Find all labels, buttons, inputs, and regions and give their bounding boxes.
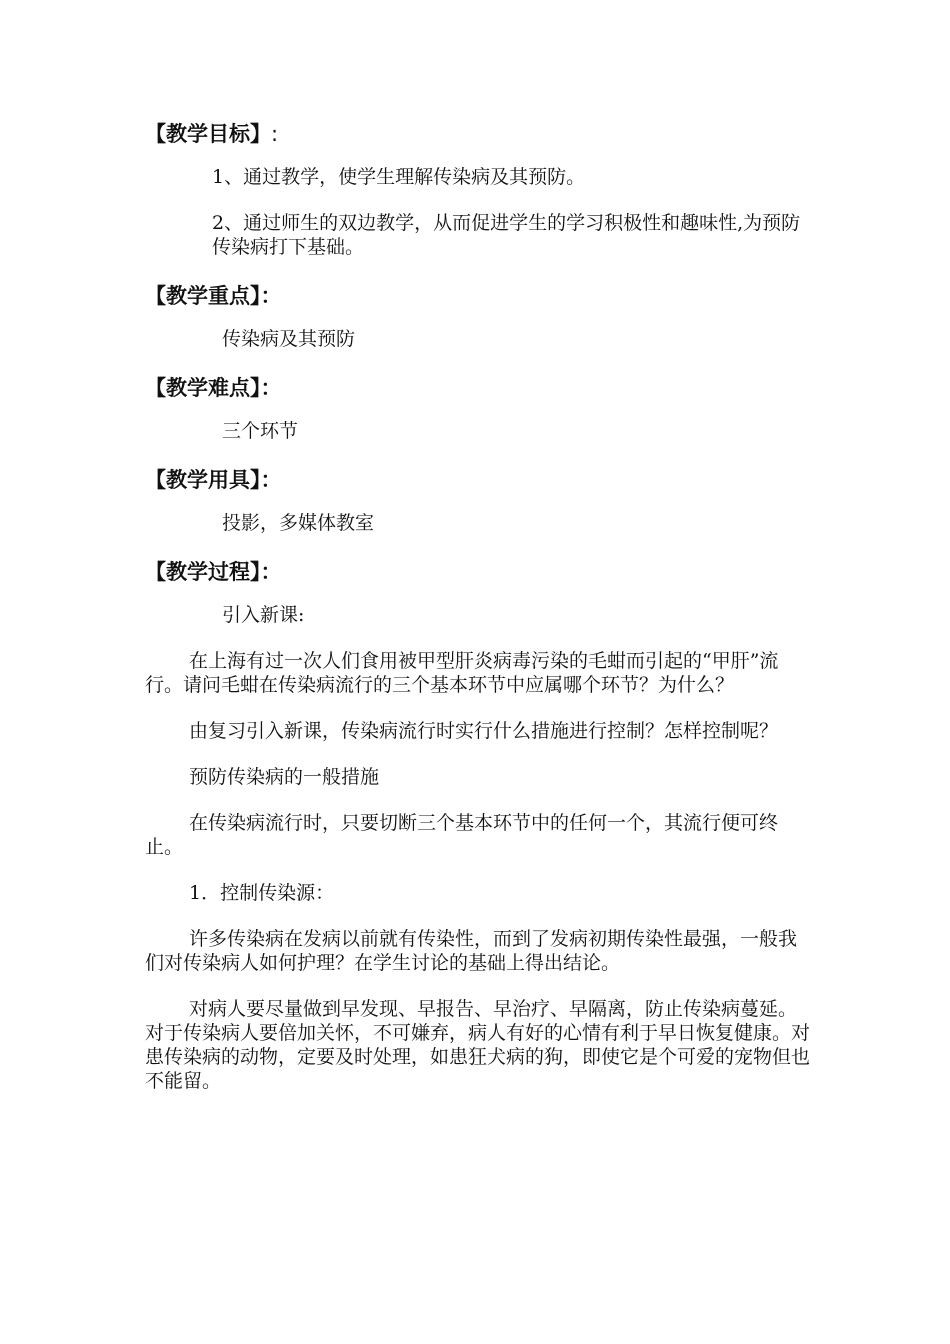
tools-text: 投影，多媒体教室 bbox=[222, 512, 375, 534]
difficulty-text: 三个环节 bbox=[222, 420, 299, 442]
process-paragraph-7: 对病人要尽量做到早发现、早报告、早治疗、早隔离，防止传染病蔓延。对于传染病人要倍加关怀，不可嫌弃，病人有好的心情有利于早日恢复健康。对患传染病的动物，定要及时处理，如患狂犬病的狗，即使它是个可爱的宠物但也不能留。 bbox=[145, 998, 811, 1092]
section-heading-goal bbox=[145, 119, 810, 149]
process-paragraph-5: 1．控制传染源： bbox=[189, 882, 335, 904]
heading-difficulty-title: 【教学难点】 bbox=[145, 376, 261, 400]
goal-item-1: 1、通过教学，使学生理解传染病及其预防。 bbox=[212, 166, 586, 188]
section-heading-difficulty bbox=[145, 373, 810, 403]
process-intro: 引入新课: bbox=[222, 604, 305, 626]
heading-key-colon: ： bbox=[260, 284, 282, 308]
process-paragraph-4: 在传染病流行时，只要切断三个基本环节中的任何一个，其流行便可终止。 bbox=[145, 812, 779, 858]
heading-goal-colon: : bbox=[271, 122, 279, 146]
key-point-text: 传染病及其预防 bbox=[222, 328, 356, 350]
section-heading-tools bbox=[145, 465, 810, 495]
process-paragraph-3: 预防传染病的一般措施 bbox=[189, 766, 380, 788]
heading-goal-title: 【教学目标】 bbox=[145, 122, 271, 146]
document-content bbox=[145, 119, 810, 1115]
heading-process-title: 【教学过程】 bbox=[145, 560, 261, 584]
heading-tools-title: 【教学用具】 bbox=[145, 468, 261, 492]
heading-key-title: 【教学重点】 bbox=[145, 284, 261, 308]
goal-item-2: 2、通过师生的双边教学，从而促进学生的学习积极性和趣味性,为预防传染病打下基础。 bbox=[212, 212, 801, 258]
process-paragraph-2: 由复习引入新课，传染病流行时实行什么措施进行控制？怎样控制呢？ bbox=[189, 720, 779, 742]
section-heading-key bbox=[145, 281, 810, 311]
heading-process-colon: ： bbox=[260, 560, 282, 584]
process-paragraph-1: 在上海有过一次人们食用被甲型肝炎病毒污染的毛蚶而引起的“甲肝”流行。请问毛蚶在传染病流行的三个基本环节中应属哪个环节？为什么？ bbox=[145, 650, 779, 696]
heading-tools-colon: ： bbox=[260, 468, 282, 492]
heading-difficulty-colon: ： bbox=[260, 376, 282, 400]
process-paragraph-6: 许多传染病在发病以前就有传染性，而到了发病初期传染性最强，一般我们对传染病人如何护理？在学生讨论的基础上得出结论。 bbox=[145, 928, 798, 974]
section-heading-process bbox=[145, 557, 810, 587]
